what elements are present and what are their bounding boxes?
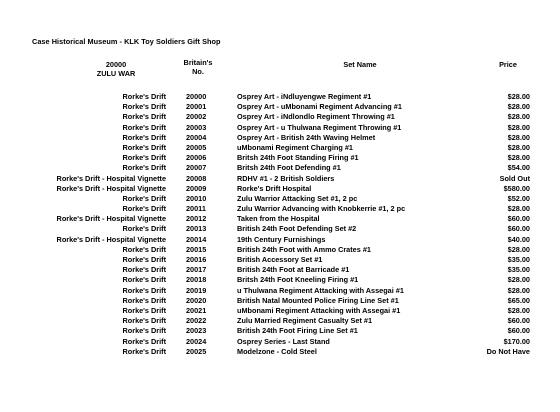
row-location: Rorke's Drift xyxy=(122,275,166,285)
row-britains-number: 20014 xyxy=(186,234,207,244)
header-series xyxy=(56,60,176,78)
row-price: $60.00 xyxy=(507,214,530,224)
table-row xyxy=(0,214,560,224)
row-set-name: British 24th Foot at Barricade #1 xyxy=(237,265,350,275)
table-row xyxy=(0,275,560,285)
row-set-name: uMbonami Regiment Attacking with Assegai #1 xyxy=(237,305,401,315)
row-britains-number: 20024 xyxy=(186,336,207,346)
row-set-name: Zulu Warrior Advancing with Knobkerrie #1, 2 pc xyxy=(237,204,406,214)
row-set-name: British Accessory Set #1 xyxy=(237,255,323,264)
table-row xyxy=(0,306,560,316)
table-row xyxy=(0,337,560,347)
header-britains-number xyxy=(170,58,226,76)
row-britains-number: 20015 xyxy=(186,244,207,254)
row-price: $28.00 xyxy=(507,305,530,315)
row-set-name: Taken from the Hospital xyxy=(237,214,320,224)
header-price: Price xyxy=(499,60,517,69)
row-britains-number: 20019 xyxy=(186,285,207,295)
row-set-name: Osprey Art - u Thulwana Regiment Throwing #1 xyxy=(237,122,402,132)
row-set-name: Britsh 24th Foot Standing Firing #1 xyxy=(237,153,359,163)
row-britains-number: 20025 xyxy=(186,346,207,356)
row-location: Rorke's Drift xyxy=(122,122,166,132)
row-price: $28.00 xyxy=(507,142,530,152)
document-title: Case Historical Museum - KLK Toy Soldiers Gift Shop xyxy=(32,37,221,46)
row-location: Rorke's Drift - Hospital Vignette xyxy=(56,183,166,193)
row-price: $28.00 xyxy=(507,153,530,163)
table-row xyxy=(0,174,560,184)
row-price: $28.00 xyxy=(507,132,530,142)
product-table xyxy=(0,92,560,357)
row-britains-number: 20013 xyxy=(186,224,207,234)
table-row xyxy=(0,265,560,275)
table-row xyxy=(0,153,560,163)
row-location: Rorke's Drift xyxy=(122,112,166,122)
row-price: Sold Out xyxy=(499,173,530,183)
table-row xyxy=(0,296,560,306)
table-row xyxy=(0,255,560,265)
row-set-name: British 24th Foot Defending Set #2 xyxy=(237,224,357,234)
row-location: Rorke's Drift - Hospital Vignette xyxy=(56,214,166,224)
row-set-name: Britsh 24th Foot Defending #1 xyxy=(237,163,341,173)
row-location: Rorke's Drift xyxy=(122,316,166,326)
table-row xyxy=(0,123,560,133)
row-set-name: uMbonami Regiment Charging #1 xyxy=(237,142,353,152)
row-location: Rorke's Drift xyxy=(122,153,166,163)
row-location: Rorke's Drift xyxy=(122,244,166,254)
header-britains-line2: No. xyxy=(192,67,204,76)
header-britains-line1: Britain's xyxy=(183,58,213,67)
table-row xyxy=(0,133,560,143)
row-price: $28.00 xyxy=(507,244,530,254)
row-britains-number: 20022 xyxy=(186,316,207,326)
row-location: Rorke's Drift xyxy=(122,305,166,315)
row-britains-number: 20012 xyxy=(186,214,207,224)
row-britains-number: 20010 xyxy=(186,193,207,203)
row-price: $28.00 xyxy=(507,112,530,122)
row-britains-number: 20000 xyxy=(186,92,207,101)
table-row xyxy=(0,235,560,245)
table-row xyxy=(0,194,560,204)
table-row xyxy=(0,245,560,255)
row-location: Rorke's Drift xyxy=(122,204,166,214)
row-location: Rorke's Drift xyxy=(122,142,166,152)
row-price: $28.00 xyxy=(507,275,530,285)
row-price: Do Not Have xyxy=(486,346,530,356)
row-price: $28.00 xyxy=(507,285,530,295)
row-set-name: Zulu Married Regiment Casualty Set #1 xyxy=(237,316,373,326)
row-price: $28.00 xyxy=(507,102,530,112)
row-britains-number: 20018 xyxy=(186,275,207,285)
row-location: Rorke's Drift xyxy=(122,102,166,112)
header-series-number: 20000 xyxy=(105,60,127,69)
row-price: $52.00 xyxy=(507,193,530,203)
row-location: Rorke's Drift xyxy=(122,193,166,203)
row-location: Rorke's Drift xyxy=(122,295,166,305)
row-britains-number: 20006 xyxy=(186,153,207,163)
row-price: $35.00 xyxy=(507,265,530,275)
row-britains-number: 20009 xyxy=(186,183,207,193)
row-location: Rorke's Drift xyxy=(122,92,166,101)
row-set-name: British Natal Mounted Police Firing Line Set #1 xyxy=(237,295,399,305)
row-set-name: 19th Century Furnishings xyxy=(237,234,326,244)
row-price: $60.00 xyxy=(507,326,530,336)
row-location: Rorke's Drift xyxy=(122,265,166,275)
row-price: $35.00 xyxy=(507,255,530,264)
table-row xyxy=(0,112,560,122)
row-location: Rorke's Drift xyxy=(122,224,166,234)
row-set-name: u Thulwana Regiment Attacking with Assegai #1 xyxy=(237,285,404,295)
table-row xyxy=(0,92,560,102)
row-set-name: Modelzone - Cold Steel xyxy=(237,346,317,356)
row-set-name: Osprey Series - Last Stand xyxy=(237,336,330,346)
table-row xyxy=(0,163,560,173)
row-location: Rorke's Drift xyxy=(122,163,166,173)
row-set-name: British 24th Foot Firing Line Set #1 xyxy=(237,326,358,336)
row-britains-number: 20003 xyxy=(186,122,207,132)
row-set-name: Osprey Art - uMbonami Regiment Advancing #1 xyxy=(237,102,402,112)
row-price: $28.00 xyxy=(507,204,530,214)
row-price: $65.00 xyxy=(507,295,530,305)
row-price: $580.00 xyxy=(503,183,530,193)
row-britains-number: 20023 xyxy=(186,326,207,336)
row-price: $40.00 xyxy=(507,234,530,244)
row-set-name: Osprey Art - British 24th Waving Helmet xyxy=(237,132,376,142)
row-set-name: Osprey Art - iNdlondlo Regiment Throwing #1 xyxy=(237,112,395,122)
row-set-name: Rorke's Drift Hospital xyxy=(237,183,312,193)
row-britains-number: 20001 xyxy=(186,102,207,112)
row-price: $28.00 xyxy=(507,92,530,101)
row-location: Rorke's Drift - Hospital Vignette xyxy=(56,234,166,244)
row-britains-number: 20016 xyxy=(186,255,207,264)
row-britains-number: 20002 xyxy=(186,112,207,122)
header-set-name: Set Name xyxy=(343,60,377,69)
row-location: Rorke's Drift xyxy=(122,336,166,346)
row-price: $28.00 xyxy=(507,122,530,132)
table-row xyxy=(0,286,560,296)
table-row xyxy=(0,184,560,194)
row-britains-number: 20007 xyxy=(186,163,207,173)
row-britains-number: 20005 xyxy=(186,142,207,152)
row-location: Rorke's Drift xyxy=(122,346,166,356)
row-britains-number: 20004 xyxy=(186,132,207,142)
row-price: $170.00 xyxy=(503,336,530,346)
table-row xyxy=(0,143,560,153)
row-price: $60.00 xyxy=(507,224,530,234)
table-row xyxy=(0,102,560,112)
row-set-name: Osprey Art - iNdluyengwe Regiment #1 xyxy=(237,92,372,101)
row-price: $60.00 xyxy=(507,316,530,326)
row-set-name: Zulu Warrior Attacking Set #1, 2 pc xyxy=(237,193,358,203)
row-location: Rorke's Drift xyxy=(122,132,166,142)
row-location: Rorke's Drift - Hospital Vignette xyxy=(56,173,166,183)
header-series-name: ZULU WAR xyxy=(96,69,136,78)
row-location: Rorke's Drift xyxy=(122,255,166,264)
row-set-name: British 24th Foot with Ammo Crates #1 xyxy=(237,244,371,254)
row-set-name: Britsh 24th Foot Kneeling Firing #1 xyxy=(237,275,359,285)
row-location: Rorke's Drift xyxy=(122,326,166,336)
table-row xyxy=(0,204,560,214)
row-price: $54.00 xyxy=(507,163,530,173)
table-row xyxy=(0,326,560,336)
row-location: Rorke's Drift xyxy=(122,285,166,295)
row-britains-number: 20017 xyxy=(186,265,207,275)
table-row xyxy=(0,316,560,326)
row-britains-number: 20020 xyxy=(186,295,207,305)
row-britains-number: 20011 xyxy=(186,204,206,214)
row-britains-number: 20008 xyxy=(186,173,207,183)
row-britains-number: 20021 xyxy=(186,305,207,315)
row-set-name: RDHV #1 - 2 British Soldiers xyxy=(237,173,335,183)
table-row xyxy=(0,347,560,357)
table-row xyxy=(0,224,560,234)
